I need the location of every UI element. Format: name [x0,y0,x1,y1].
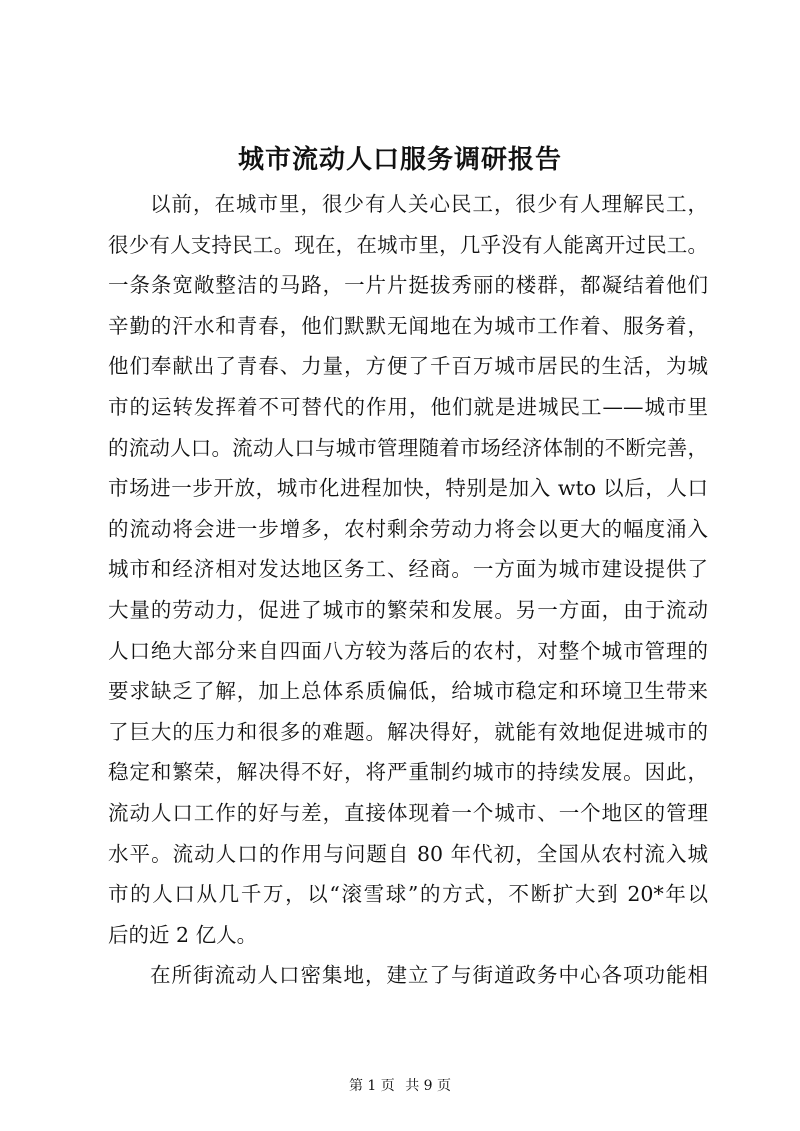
text-line: 一条条宽敞整洁的马路，一片片挺拔秀丽的楼群，都凝结着他们 [108,273,708,298]
text-line: 城市和经济相对发达地区务工、经商。一方面为城市建设提供了 [108,557,708,582]
document-body [108,184,708,996]
text-line: 水平。流动人口的作用与问题自 80 年代初，全国从农村流入城 [108,841,708,866]
text-line: 市场进一步开放，城市化进程加快，特别是加入 wto 以后，人口 [108,476,708,501]
text-line: 的流动将会进一步增多，农村剩余劳动力将会以更大的幅度涌入 [108,516,708,541]
text-line: 后的近 2 亿人。 [108,922,258,947]
page-total: 共 9 页 [405,1078,452,1094]
text-line: 市的人口从几千万，以“滚雪球”的方式，不断扩大到 20*年以 [108,882,708,907]
text-line: 他们奉献出了青春、力量，方便了千百万城市居民的生活，为城 [108,354,708,379]
page-footer [0,1076,800,1096]
text-line: 稳定和繁荣，解决得不好，将严重制约城市的持续发展。因此， [108,760,708,785]
text-line: 在所街流动人口密集地，建立了与街道政务中心各项功能相 [150,963,708,988]
text-line: 辛勤的汗水和青春，他们默默无闻地在为城市工作着、服务着， [108,313,708,338]
text-line: 大量的劳动力，促进了城市的繁荣和发展。另一方面，由于流动 [108,597,708,622]
text-line: 要求缺乏了解，加上总体系质偏低，给城市稳定和环境卫生带来 [108,679,708,704]
page-number: 第 1 页 [348,1078,395,1094]
text-line: 以前，在城市里，很少有人关心民工，很少有人理解民工， [150,192,708,216]
text-line: 很少有人支持民工。现在，在城市里，几乎没有人能离开过民工。 [108,232,708,257]
document-title: 城市流动人口服务调研报告 [237,145,562,175]
text-line: 的流动人口。流动人口与城市管理随着市场经济体制的不断完善， [108,435,708,460]
text-line: 流动人口工作的好与差，直接体现着一个城市、一个地区的管理 [108,800,708,825]
text-line: 了巨大的压力和很多的难题。解决得好，就能有效地促进城市的 [108,719,708,744]
text-line: 人口绝大部分来自四面八方较为落后的农村，对整个城市管理的 [108,638,708,663]
text-line: 市的运转发挥着不可替代的作用，他们就是进城民工——城市里 [108,394,708,419]
